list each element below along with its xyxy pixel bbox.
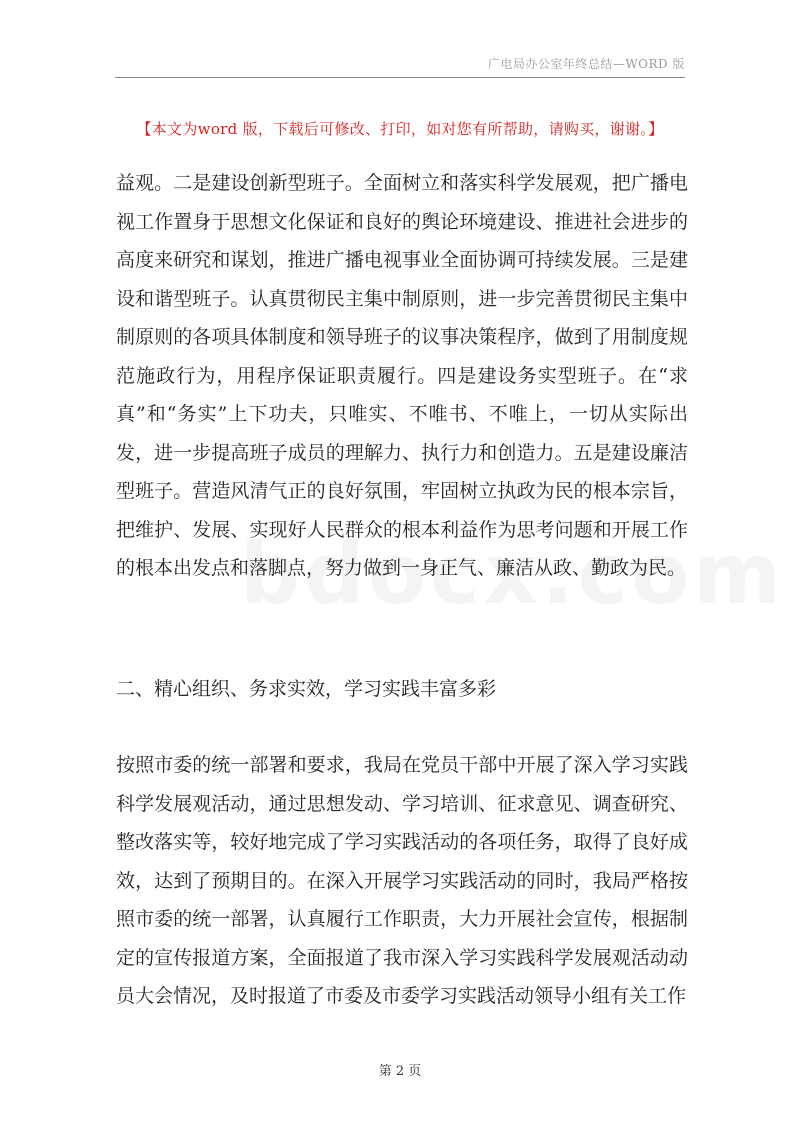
page-number: 第 2 页 [378,1064,422,1079]
body-paragraph-1: 益观。二是建设创新型班子。全面树立和落实科学发展观，把广播电视工作置身于思想文化保证和良好的舆论环境建设、推进社会进步的高度来研究和谋划，推进广播电视事业全面协调可持续发展。三是建设和谐型班子。认真贯彻民主集中制原则，进一步完善贯彻民主集中制原则的各项具体制度和领导班子的议事决策程序，做到了用制度规范施政行为，用程序保证职责履行。四是建设务实型班子。在“求真”和“务实”上下功夫，只唯实、不唯书、不唯上，一切从实际出发，进一步提高班子成员的理解力、执行力和创造力。五是建设廉洁型班子。营造风清气正的良好氛围，牢固树立执政为民的根本宗旨，把维护、发展、实现好人民群众的根本利益作为思考问题和开展工作的根本出发点和落脚点，努力做到一身正气、廉洁从政、勤政为民。 [116,172,688,579]
download-notice: 【本文为word 版，下载后可修改、打印，如对您有所帮助，请购买，谢谢。】 [136,120,664,138]
page-header-title: 广电局办公室年终总结—WORD 版 [487,57,685,71]
section-heading: 二、精心组织、务求实效，学习实践丰富多彩 [116,678,497,700]
header-divider [115,77,685,78]
body-paragraph-2: 按照市委的统一部署和要求，我局在党员干部中开展了深入学习实践科学发展观活动，通过思想发动、学习培训、征求意见、调查研究、整改落实等，较好地完成了学习实践活动的各项任务，取得了良好成效，达到了预期目的。在深入开展学习实践活动的同时，我局严格按照市委的统一部署，认真履行工作职责，大力开展社会宣传，根据制定的宣传报道方案，全面报道了我市深入学习实践科学发展观活动动员大会情况，及时报道了市委及市委学习实践活动领导小组有关工作 [116,754,688,1007]
